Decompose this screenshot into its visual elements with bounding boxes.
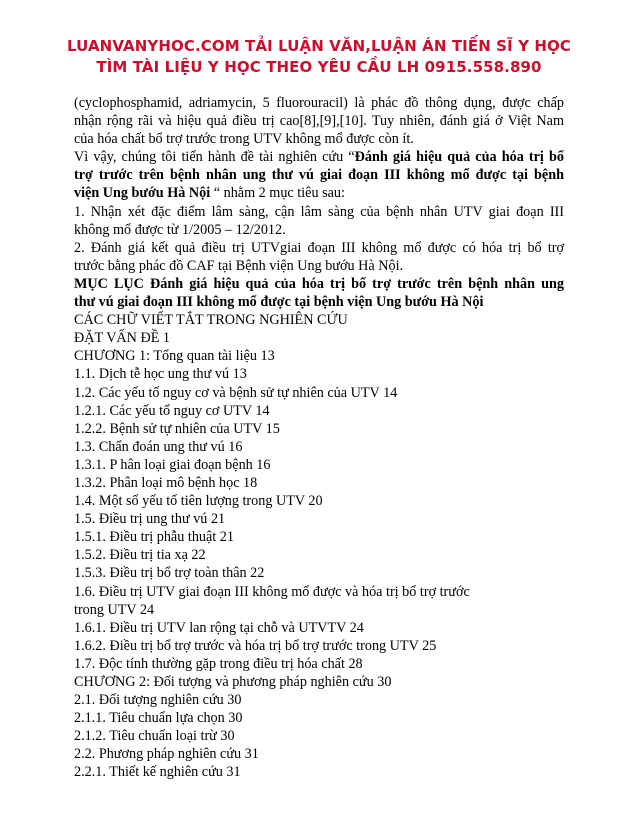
toc-entry: 1.3.2. Phân loại mô bệnh học 18: [74, 474, 258, 491]
toc-title: MỤC LỤC Đánh giá hiệu quả của hóa trị bổ trợ trước trên bệnh nhân ung: [74, 275, 564, 292]
intro-line: của hóa chất bổ trợ trước trong UTV không mổ được còn ít.: [74, 131, 414, 148]
toc-entry: CHƯƠNG 1: Tổng quan tài liệu 13: [74, 348, 275, 365]
toc-entry: 1.5.3. Điều trị bổ trợ toàn thân 22: [74, 565, 265, 582]
toc-entry: 1.2. Các yếu tố nguy cơ và bệnh sử tự nhiên của UTV 14: [74, 384, 398, 401]
toc-entry: 2.1. Đối tượng nghiên cứu 30: [74, 692, 242, 709]
purpose-suffix: “ nhằm 2 mục tiêu sau:: [210, 185, 345, 202]
toc-entry: 1.7. Độc tính thường gặp trong điều trị hóa chất 28: [74, 655, 363, 672]
purpose-prefix: Vì vậy, chúng tôi tiến hành đề tài nghiên cứu “: [74, 149, 355, 166]
purpose-line: [74, 148, 564, 166]
toc-entry: 1.6.2. Điều trị bổ trợ trước và hóa trị bổ trợ trước trong UTV 25: [74, 637, 437, 654]
toc-entry: 1.5.1. Điều trị phẫu thuật 21: [74, 529, 234, 546]
intro-line: nhận rộng rãi và hiệu quả điều trị cao[8],[9],[10]. Tuy nhiên, đánh giá ở Việt Nam: [74, 113, 564, 130]
toc-entry: trong UTV 24: [74, 601, 155, 618]
table-of-contents: [74, 311, 564, 781]
toc-entry: 1.2.1. Các yếu tố nguy cơ UTV 14: [74, 402, 270, 419]
goal-line: 1. Nhận xét đặc điểm lâm sàng, cận lâm sàng của bệnh nhân UTV giai đoạn III: [74, 203, 564, 220]
toc-entry: 1.3.1. P hân loại giai đoạn bệnh 16: [74, 456, 271, 473]
toc-entry: ĐẶT VẤN ĐỀ 1: [74, 330, 171, 347]
header-line-1: LUANVANYHOC.COM TẢI LUẬN VĂN,LUẬN ÁN TIẾN SĨ Y HỌC: [67, 37, 571, 55]
toc-entry: 1.6.1. Điều trị UTV lan rộng tại chỗ và UTVTV 24: [74, 619, 364, 636]
study-title-part: Đánh giá hiệu quả của hóa trị bổ: [354, 149, 564, 166]
toc-entry: CÁC CHỮ VIẾT TẮT TRONG NGHIÊN CỨU: [74, 312, 348, 329]
toc-entry: 1.2.2. Bệnh sử tự nhiên của UTV 15: [74, 420, 280, 437]
toc-entry: 2.2. Phương pháp nghiên cứu 31: [74, 746, 259, 763]
goal-line: không mổ được từ 1/2005 – 12/2012.: [74, 221, 286, 238]
document-body: [74, 94, 564, 782]
toc-entry: 1.4. Một số yếu tố tiên lượng trong UTV 20: [74, 493, 323, 510]
toc-entry: 2.1.1. Tiêu chuẩn lựa chọn 30: [74, 710, 243, 727]
goal-line: trước bằng phác đồ CAF tại Bệnh viện Ung bướu Hà Nội.: [74, 257, 404, 274]
toc-title: thư vú giai đoạn III không mổ được tại bệnh viện Ung bướu Hà Nội: [74, 294, 484, 311]
goal-line: 2. Đánh giá kết quả điều trị UTVgiai đoạn III không mổ được có hóa trị bổ trợ: [74, 239, 564, 256]
toc-entry: 2.2.1. Thiết kế nghiên cứu 31: [74, 764, 241, 781]
purpose-line: [74, 184, 564, 202]
toc-entry: 1.3. Chẩn đoán ung thư vú 16: [74, 438, 243, 455]
toc-entry: 1.5. Điều trị ung thư vú 21: [74, 511, 226, 528]
toc-entry: CHƯƠNG 2: Đối tượng và phương pháp nghiên cứu 30: [74, 674, 392, 690]
toc-entry: 1.1. Dịch tễ học ung thư vú 13: [74, 366, 247, 383]
header-line-2: TÌM TÀI LIỆU Y HỌC THEO YÊU CẦU LH 0915.558.890: [96, 58, 542, 76]
site-header: [0, 36, 638, 78]
study-title-part: trợ trước trên bệnh nhân ung thư vú giai đoạn III không mổ được tại bệnh: [74, 167, 564, 184]
toc-entry: 2.1.2. Tiêu chuẩn loại trừ 30: [74, 728, 235, 745]
intro-line: (cyclophosphamid, adriamycin, 5 fluorouracil) là phác đồ thông dụng, được chấp: [74, 95, 564, 111]
toc-entry: 1.6. Điều trị UTV giai đoạn III không mổ được và hóa trị bổ trợ trước: [74, 583, 470, 600]
study-title-part: viện Ung bướu Hà Nội: [74, 185, 211, 202]
toc-entry: 1.5.2. Điều trị tia xạ 22: [74, 547, 206, 564]
